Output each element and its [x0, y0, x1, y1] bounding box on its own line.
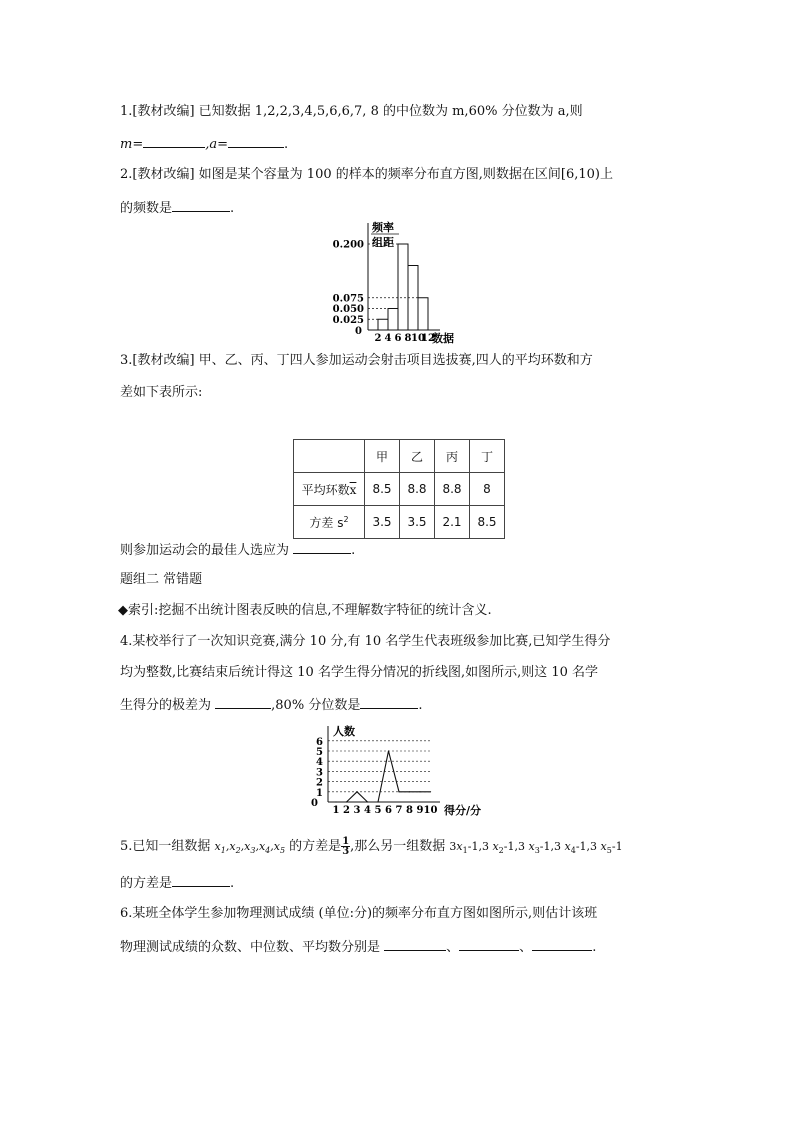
frac-numerator: 1	[342, 836, 350, 847]
q3-text-2: 差如下表所示:	[120, 385, 203, 400]
y-tick-label: 0.050	[332, 304, 364, 315]
q1-a-blank[interactable]	[228, 134, 284, 148]
table-header-cell: 乙	[400, 440, 435, 473]
x-tick-label: 10	[411, 333, 425, 344]
table-cell: 3.5	[365, 506, 400, 539]
q1-a-label: ,a=	[205, 137, 229, 152]
q2-text: 2.[教材改编] 如图是某个容量为 100 的样本的频率分布直方图,则数据在区间[6,10)上	[120, 167, 613, 182]
data-point	[356, 791, 357, 792]
y-tick-label: 5	[316, 747, 323, 758]
y-tick-label: 1	[316, 787, 323, 799]
q5-vars-display: $x_1,x_2,x_3,x_4,x_5$	[214, 840, 286, 856]
q1-line1	[120, 103, 583, 121]
y-tick-label: 0.075	[332, 293, 364, 305]
q1-text: 1.[教材改编] 已知数据 1,2,2,3,4,5,6,6,7, 8 的中位数为 m,60% 分位数为 a,则	[120, 104, 583, 119]
x-label: 得分/分	[444, 804, 482, 817]
table-header-cell: 丁	[470, 440, 505, 473]
row-label-variance	[294, 506, 365, 539]
group2-note-text: ◆索引:挖掘不出统计图表反映的信息,不理解数字特征的统计含义.	[118, 603, 492, 618]
score-line-chart	[312, 722, 482, 818]
q6-mode-blank[interactable]	[384, 937, 446, 951]
q3-end: .	[351, 543, 356, 558]
q6-sep-1: 、	[446, 940, 460, 955]
q5-text-1: 5.已知一组数据	[120, 839, 215, 854]
q6-median-blank[interactable]	[459, 937, 519, 951]
q6-text-2: 物理测试成绩的众数、中位数、平均数分别是	[120, 940, 381, 955]
frac-denominator: 3	[342, 846, 350, 857]
q6-sep-2: 、	[519, 940, 533, 955]
origin-label: 0	[355, 326, 362, 337]
variance-sup: 2	[343, 514, 349, 524]
histogram-bar	[388, 309, 398, 331]
mean-symbol: $\overline{x}$	[349, 482, 357, 497]
x-tick-label: 5	[374, 805, 382, 816]
data-point	[430, 791, 431, 792]
q2-blank[interactable]	[172, 198, 230, 212]
y-label-bottom: 组距	[372, 236, 394, 249]
data-point	[346, 801, 347, 802]
table-cell: 3.5	[400, 506, 435, 539]
q5-text-3: ,那么另一组数据	[350, 839, 450, 854]
q6-line2	[120, 937, 596, 957]
q6-line1	[120, 905, 597, 923]
table-header-row	[294, 440, 505, 473]
group2-note	[118, 602, 492, 620]
histogram-bar	[378, 319, 388, 330]
table-header-cell: 甲	[365, 440, 400, 473]
mean-label: 平均环数	[301, 482, 350, 497]
q1-line2	[120, 134, 288, 154]
q1-end: .	[284, 137, 289, 152]
table-cell: 8.5	[470, 506, 505, 539]
x-tick-label: 10	[423, 805, 438, 816]
data-line	[336, 751, 431, 802]
y-tick-label: 4	[316, 757, 323, 769]
table-cell: 8.8	[400, 473, 435, 506]
x-tick-label: 4	[364, 805, 371, 816]
q5-text-2: 的方差是	[285, 839, 342, 854]
x-tick-label: 1	[332, 805, 340, 816]
q4-text-3: 生得分的极差为	[120, 698, 212, 713]
y-tick-label: 0.025	[332, 314, 364, 326]
q1-m-label: m=	[120, 137, 144, 152]
data-point	[409, 791, 410, 792]
q4-text-4: ,80% 分位数是	[271, 698, 361, 713]
q2-line1	[120, 166, 613, 184]
q5-blank[interactable]	[172, 873, 230, 887]
table-row	[294, 473, 505, 506]
q5-text-4: 的方差是	[120, 876, 173, 891]
table-header-cell	[294, 440, 365, 473]
q2-text-2: 的频数是	[120, 201, 173, 216]
q2-end: .	[230, 201, 235, 216]
table-row	[294, 506, 505, 539]
variance-label: 方差 s	[309, 515, 344, 530]
x-label: 数据	[432, 332, 454, 345]
data-point	[335, 801, 336, 802]
q6-end: .	[592, 940, 597, 955]
x-tick-label: 2	[343, 805, 350, 816]
origin-label: 0	[311, 798, 318, 809]
q5-transformed-display: $3x_1-1,3$ $x_2-1,3$ $x_3-1,3$ $x_4-1,3$ $x_5-1$	[449, 840, 623, 856]
q3-answer-line	[120, 540, 355, 560]
data-point	[367, 801, 368, 802]
table-cell: 8	[470, 473, 505, 506]
x-tick-label: 7	[395, 805, 403, 816]
q4-line1	[120, 633, 610, 651]
q4-range-blank[interactable]	[215, 695, 271, 709]
x-tick-label: 6	[385, 805, 392, 816]
x-tick-label: 8	[406, 805, 413, 816]
histogram-bar	[418, 298, 428, 330]
data-point	[388, 750, 389, 751]
x-tick-label: 8	[404, 333, 412, 344]
q5-end: .	[230, 876, 235, 891]
table-cell: 2.1	[435, 506, 470, 539]
y-label: 人数	[333, 725, 355, 738]
q4-end: .	[418, 698, 423, 713]
q5-line2	[120, 873, 234, 893]
q4-line2	[120, 664, 598, 682]
q5-line1	[120, 837, 623, 860]
score-table	[293, 439, 505, 539]
q4-text-1: 4.某校举行了一次知识竞赛,满分 10 分,有 10 名学生代表班级参加比赛,已知学生得分	[120, 634, 611, 649]
q1-m-blank[interactable]	[143, 134, 205, 148]
q3-line1	[120, 352, 593, 370]
q3-answer-text: 则参加运动会的最佳人选应为	[120, 543, 290, 558]
y-tick-label: 2	[316, 777, 323, 789]
y-tick-label: 0.200	[332, 239, 364, 251]
histogram-bar	[398, 244, 408, 330]
frequency-histogram	[325, 215, 465, 347]
q4-text-2: 均为整数,比赛结束后统计得这 10 名学生得分情况的折线图,如图所示,则这 10 名学	[120, 665, 599, 680]
group2-title	[120, 571, 202, 589]
table-cell: 8.8	[435, 473, 470, 506]
q4-line3	[120, 695, 422, 715]
y-tick-label: 6	[316, 736, 323, 748]
q5-fraction	[341, 837, 350, 856]
data-point	[419, 791, 420, 792]
data-point	[377, 801, 378, 802]
q3-text: 3.[教材改编] 甲、乙、丙、丁四人参加运动会射击项目选拔赛,四人的平均环数和方	[120, 353, 593, 368]
q4-percentile-blank[interactable]	[360, 695, 418, 709]
table-header-cell: 丙	[435, 440, 470, 473]
x-tick-label: 12	[421, 333, 435, 344]
q6-mean-blank[interactable]	[532, 937, 592, 951]
x-tick-label: 3	[353, 805, 361, 816]
x-tick-label: 6	[394, 333, 402, 344]
y-tick-label: 3	[316, 767, 323, 779]
row-label-mean	[294, 473, 365, 506]
x-tick-label: 2	[374, 333, 382, 344]
q6-text-1: 6.某班全体学生参加物理测试成绩 (单位:分)的频率分布直方图如图所示,则估计该班	[120, 906, 598, 921]
table-cell: 8.5	[365, 473, 400, 506]
q3-blank[interactable]	[293, 540, 351, 554]
group2-title-text: 题组二 常错题	[120, 572, 203, 587]
x-tick-label: 9	[416, 805, 424, 816]
y-label-top: 频率	[372, 221, 394, 234]
q2-line2	[120, 198, 234, 218]
q3-line2	[120, 384, 202, 402]
x-tick-label: 4	[384, 333, 392, 344]
data-point	[398, 791, 399, 792]
